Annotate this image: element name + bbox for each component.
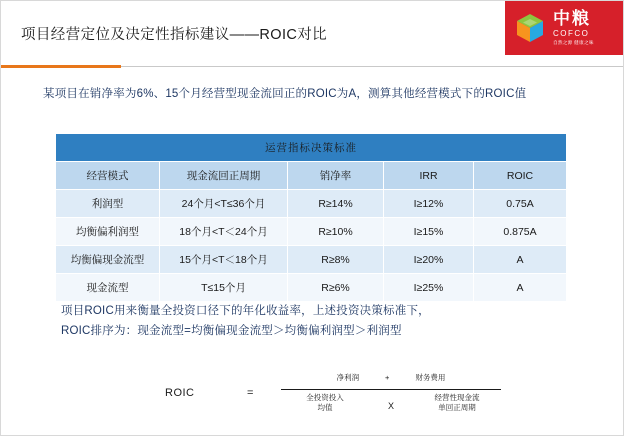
header-divider (1, 63, 623, 69)
column-header-irr: IRR (384, 162, 474, 190)
slide-header (1, 1, 623, 63)
denominator-multiply: X (387, 401, 394, 411)
logo-text-block (553, 10, 594, 46)
table-header-row (56, 162, 567, 190)
table-row (56, 190, 567, 218)
cell-roic: A (474, 274, 567, 302)
lead-sentence: 某项目在销净率为6%、15个月经营型现金流回正的ROIC为A，测算其他经营模式下的ROIC值 (43, 88, 527, 100)
column-header-mode: 经营模式 (56, 162, 160, 190)
conclusion-line-2: ROIC排序为：现金流型=均衡偏现金流型＞均衡偏利润型＞利润型 (61, 325, 402, 338)
page-title: 项目经营定位及决定性指标建议——ROIC对比 (21, 27, 328, 43)
logo-cn: 中粮 (553, 9, 591, 29)
table-row (56, 274, 567, 302)
cell-irr: I≥15% (384, 218, 474, 246)
divider-accent (1, 65, 121, 68)
cell-mode: 利润型 (56, 190, 160, 218)
formula-numerator (281, 372, 501, 383)
cell-net-margin: R≥6% (288, 274, 384, 302)
numerator-term-1: 净利润 (336, 373, 360, 382)
cell-net-margin: R≥14% (288, 190, 384, 218)
numerator-term-2: 财务费用 (415, 373, 446, 382)
cell-irr: I≥25% (384, 274, 474, 302)
divider-line (121, 66, 623, 67)
column-header-cashflow-cycle: 现金流回正周期 (160, 162, 288, 190)
conclusion-line-1: 项目ROIC用来衡量全投资口径下的年化收益率，上述投资决策标准下， (61, 305, 430, 317)
cell-cashflow-cycle: 15个月<T＜18个月 (160, 246, 288, 274)
cofco-logo (505, 1, 623, 55)
formula-fraction-bar (281, 389, 501, 390)
table-title-row (56, 134, 567, 162)
cell-cashflow-cycle: 24个月<T≤36个月 (160, 190, 288, 218)
logo-en: COFCO (553, 29, 590, 39)
cell-roic: 0.875A (474, 218, 567, 246)
cell-mode: 均衡偏利润型 (56, 218, 160, 246)
cell-mode: 现金流型 (56, 274, 160, 302)
metrics-table (55, 133, 567, 302)
cell-irr: I≥20% (384, 246, 474, 274)
metrics-table-wrap (55, 133, 566, 302)
column-header-roic: ROIC (474, 162, 567, 190)
cell-roic: 0.75A (474, 190, 567, 218)
cell-cashflow-cycle: 18个月<T＜24个月 (160, 218, 288, 246)
cell-irr: I≥12% (384, 190, 474, 218)
table-row (56, 246, 567, 274)
cell-net-margin: R≥8% (288, 246, 384, 274)
formula-label: ROIC (165, 387, 195, 399)
cube-icon (513, 11, 547, 45)
table-row (56, 218, 567, 246)
denominator-term-1: 全投资投入 均值 (306, 393, 344, 412)
cell-cashflow-cycle: T≤15个月 (160, 274, 288, 302)
formula-denominator (281, 393, 501, 413)
cell-roic: A (474, 246, 567, 274)
numerator-plus: + (385, 373, 390, 382)
table-title: 运营指标决策标准 (56, 134, 567, 162)
cell-net-margin: R≥10% (288, 218, 384, 246)
column-header-net-margin: 销净率 (288, 162, 384, 190)
cell-mode: 均衡偏现金流型 (56, 246, 160, 274)
logo-slogan: 自然之源 健康之味 (553, 40, 594, 46)
roic-formula (151, 369, 511, 427)
formula-equals: = (247, 387, 254, 399)
conclusion-paragraph (61, 301, 581, 341)
denominator-term-2: 经营性现金流 单回正周期 (434, 393, 480, 412)
